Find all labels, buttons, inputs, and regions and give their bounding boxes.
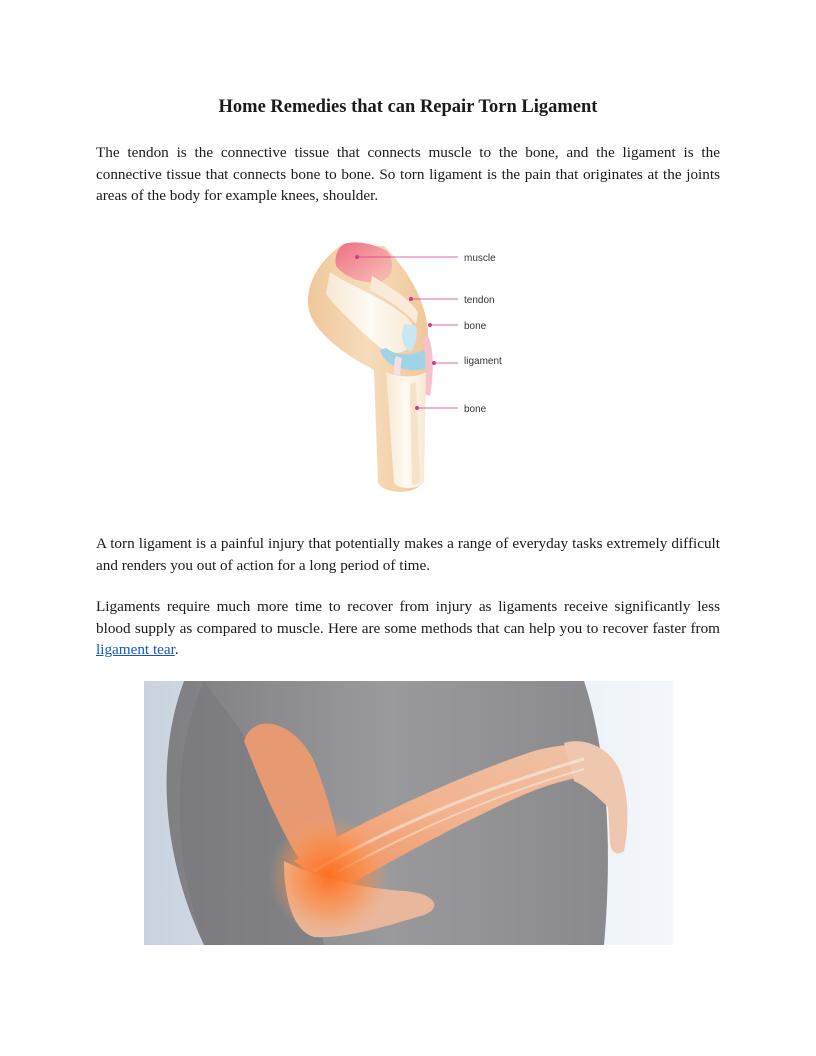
document-title: Home Remedies that can Repair Torn Ligament [218, 97, 598, 117]
label-tendon: tendon [464, 295, 495, 306]
label-ligament: ligament [464, 356, 502, 367]
label-bone-upper: bone [464, 321, 487, 332]
ligament-tear-link[interactable]: ligament tear [96, 641, 175, 658]
recovery-paragraph [96, 596, 720, 661]
elbow-pain-photo [144, 681, 673, 945]
intro-paragraph: The tendon is the connective tissue that connects muscle to the bone, and the ligament is the connective tissue that connects bone to bone. So torn ligament is the pain that originates at the joints areas of the body for example knees, shoulder. [96, 144, 720, 204]
recovery-text: Ligaments require much more time to recover from injury as ligaments receive significantly less blood supply as compared to muscle. Here are some methods that can help you to recover faster from [96, 598, 720, 637]
injury-paragraph: A torn ligament is a painful injury that potentially makes a range of everyday tasks extremely difficult and renders you out of action for a long period of time. [96, 535, 720, 574]
label-muscle: muscle [464, 253, 496, 264]
recovery-text-end: . [174, 641, 179, 658]
knee-anatomy-diagram [300, 232, 530, 500]
pain-highlight [269, 816, 389, 936]
label-bone-lower: bone [464, 404, 487, 415]
